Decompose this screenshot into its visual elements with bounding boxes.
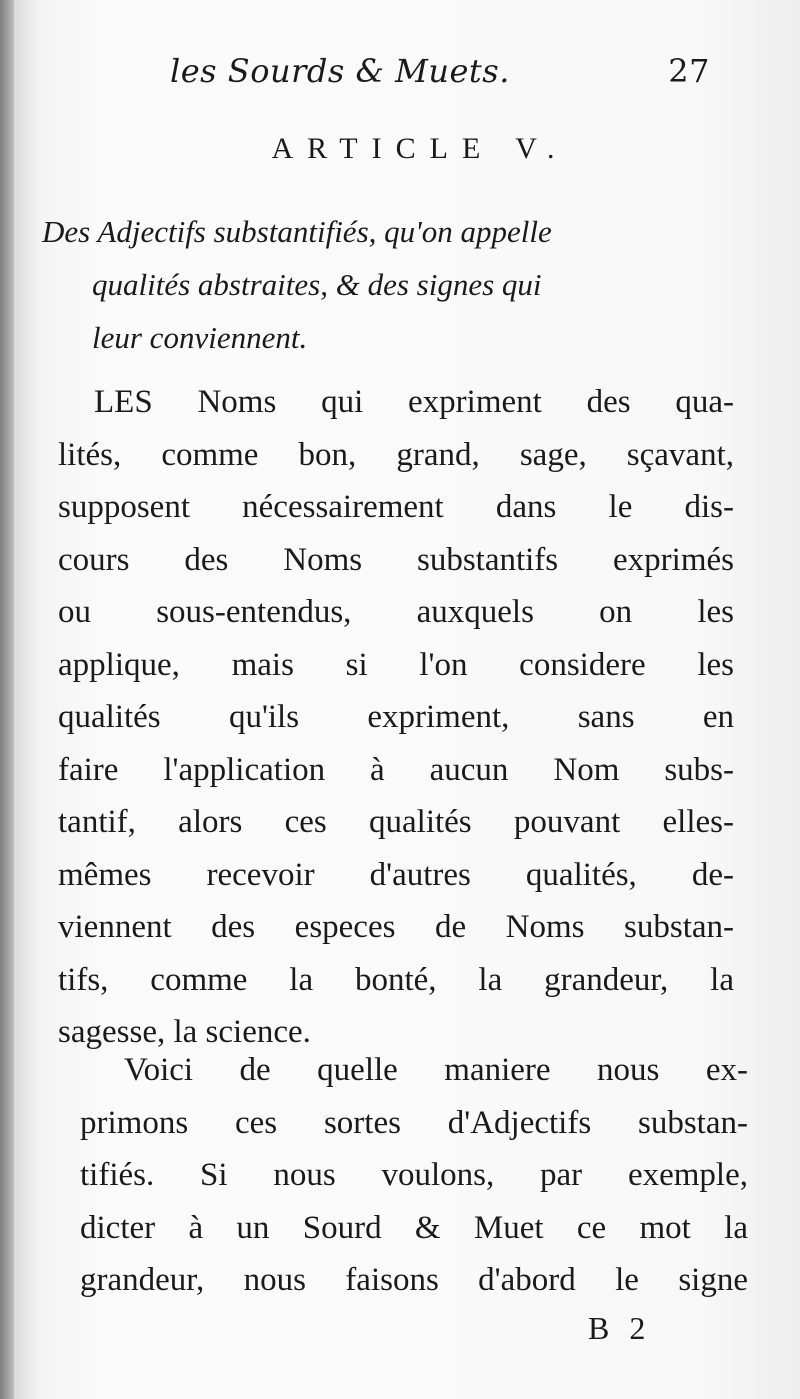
text-line: qualités qu'ils expriment, sans en [58,699,734,735]
text-line: faire l'application à aucun Nom subs- [58,751,734,788]
text-line: tantif, alors ces qualités pouvant elles- [58,804,734,840]
article-title: ARTICLE V. [271,132,569,165]
text-line: viennent des especes de Noms substan- [58,909,734,945]
text-line: mêmes recevoir d'autres qualités, de- [58,856,734,893]
text-line: grandeur, nous faisons d'abord le signe [80,1262,748,1298]
text-line: sagesse, la science. [58,1014,311,1050]
text-line: tifiés. Si nous voulons, par exemple, [80,1157,748,1193]
signature-mark: B 2 [588,1310,652,1346]
text-line: lités, comme bon, grand, sage, sçavant, [58,436,734,473]
text-line: LES Noms qui expriment des qua- [94,384,734,420]
paragraph-2 [80,1044,748,1307]
text-line: dicter à un Sourd & Muet ce mot la [80,1209,748,1246]
text-line: ou sous-entendus, auxquels on les [58,594,734,630]
running-title: les Sourds & Muets. [170,52,510,90]
gutter-shadow [0,0,14,1399]
paragraph-1 [58,376,734,1059]
subtitle-line: qualités abstraites, & des signes qui [92,267,542,302]
article-subtitle [42,205,722,364]
text-line: cours des Noms substantifs exprimés [58,541,734,578]
text-line: supposent nécessairement dans le dis- [58,489,734,525]
subtitle-line: Des Adjectifs substantifiés, qu'on appelle [42,214,552,249]
text-line: primons ces sortes d'Adjectifs substan- [80,1104,748,1141]
text-line: Voici de quelle maniere nous ex- [124,1052,748,1088]
page-number: 27 [668,52,710,90]
text-line: tifs, comme la bonté, la grandeur, la [58,961,734,998]
text-line: applique, mais si l'on considere les [58,646,734,683]
subtitle-line: leur conviennent. [92,320,308,355]
